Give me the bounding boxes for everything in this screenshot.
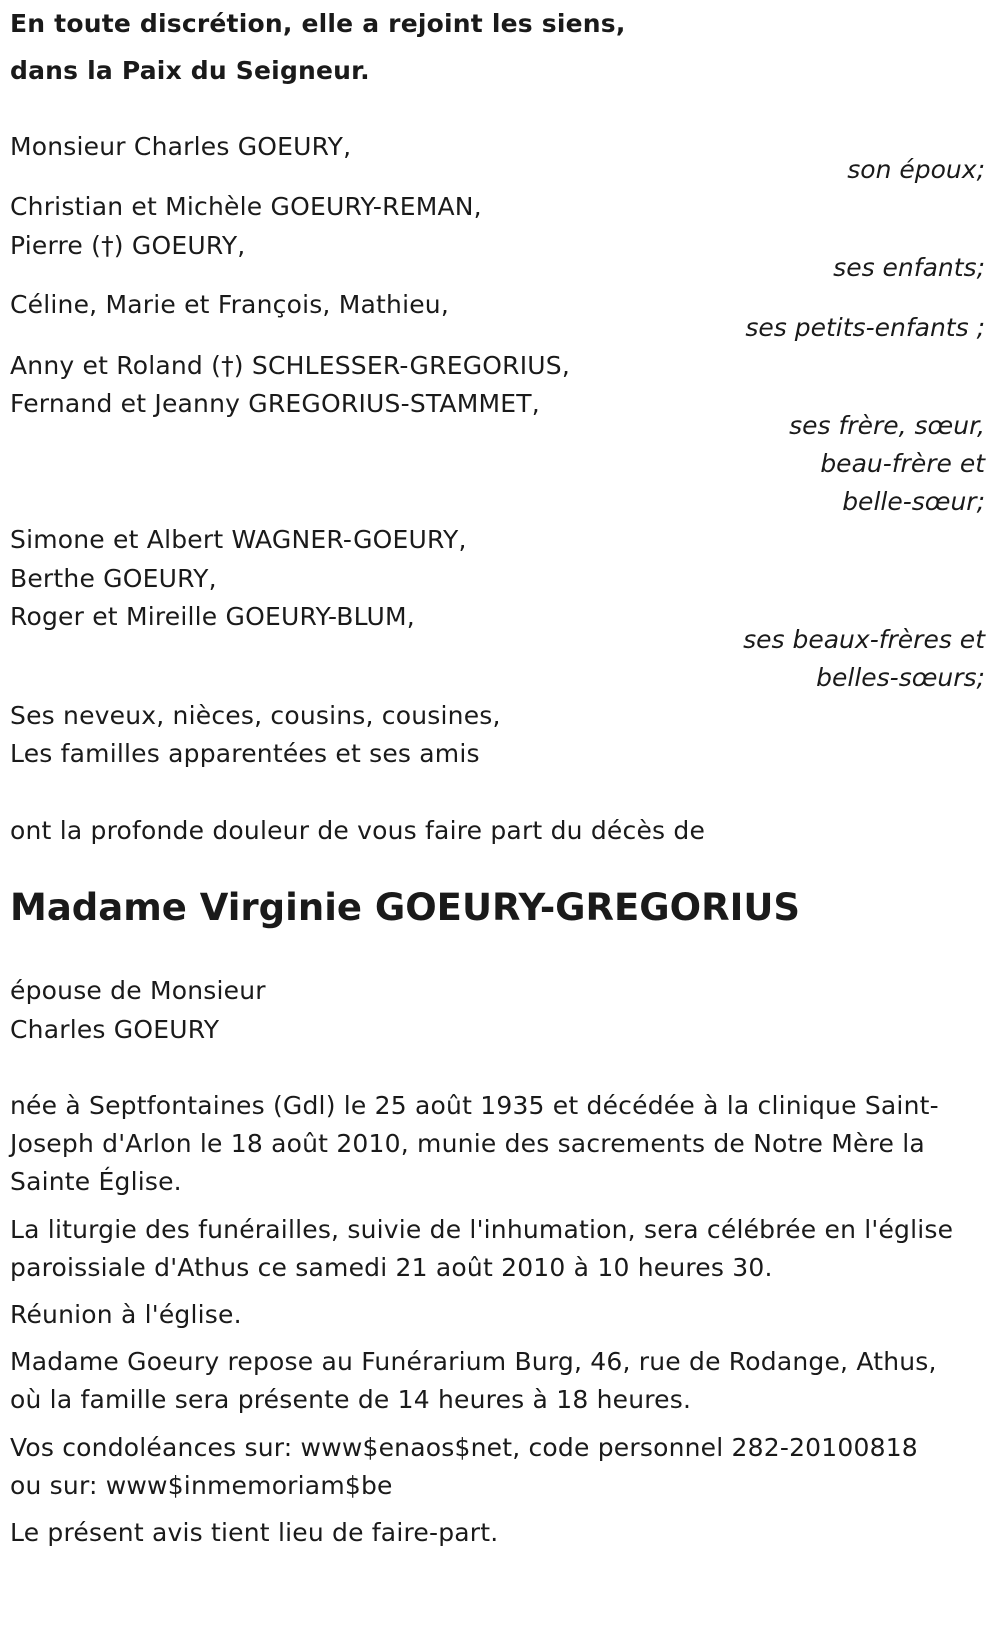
inlaws-role-2: belles-sœurs;: [816, 663, 985, 692]
others-line-1: Ses neveux, nièces, cousins, cousines,: [10, 701, 501, 730]
deceased-name: Madame Virginie GOEURY-GREGORIUS: [10, 886, 801, 929]
birth-death-line-3: Sainte Église.: [10, 1167, 182, 1196]
birth-death-line-1: née à Septfontaines (Gdl) le 25 août 1935 et décédée à la clinique Saint-: [10, 1091, 939, 1120]
grandchildren-role: ses petits-enfants ;: [745, 313, 985, 342]
siblings-name-1: Anny et Roland (†) SCHLESSER-GREGORIUS,: [10, 351, 571, 380]
spouse-of-line-2: Charles GOEURY: [10, 1015, 220, 1044]
siblings-name-2: Fernand et Jeanny GREGORIUS-STAMMET,: [10, 389, 540, 418]
siblings-role-2: beau-frère et: [820, 449, 985, 478]
meeting-text: Réunion à l'église.: [10, 1300, 242, 1329]
intro-line-2: dans la Paix du Seigneur.: [10, 56, 370, 85]
inlaws-name-1: Simone et Albert WAGNER-GOEURY,: [10, 525, 467, 554]
others-line-2: Les familles apparentées et ses amis: [10, 739, 480, 768]
siblings-role-3: belle-sœur;: [842, 487, 985, 516]
birth-death-line-2: Joseph d'Arlon le 18 août 2010, munie des sacrements de Notre Mère la: [10, 1129, 925, 1158]
siblings-role-1: ses frère, sœur,: [789, 411, 985, 440]
children-role: ses enfants;: [833, 253, 985, 282]
spouse-of-line-1: épouse de Monsieur: [10, 976, 266, 1005]
liturgy-line-2: paroissiale d'Athus ce samedi 21 août 2010 à 10 heures 30.: [10, 1253, 773, 1282]
spouse-name: Monsieur Charles GOEURY,: [10, 132, 352, 161]
rest-line-1: Madame Goeury repose au Funérarium Burg, 46, rue de Rodange, Athus,: [10, 1347, 937, 1376]
grandchildren-names: Céline, Marie et François, Mathieu,: [10, 290, 449, 319]
intro-line-1: En toute discrétion, elle a rejoint les siens,: [10, 9, 626, 38]
announcement-text: ont la profonde douleur de vous faire part du décès de: [10, 816, 706, 845]
inlaws-name-2: Berthe GOEURY,: [10, 564, 217, 593]
liturgy-line-1: La liturgie des funérailles, suivie de l'inhumation, sera célébrée en l'église: [10, 1215, 954, 1244]
condolences-line-1: Vos condoléances sur: www$enaos$net, code personnel 282-20100818: [10, 1433, 918, 1462]
rest-line-2: où la famille sera présente de 14 heures à 18 heures.: [10, 1385, 692, 1414]
children-name-1: Christian et Michèle GOEURY-REMAN,: [10, 192, 482, 221]
inlaws-role-1: ses beaux-frères et: [743, 625, 985, 654]
children-name-2: Pierre (†) GOEURY,: [10, 231, 246, 260]
condolences-line-2: ou sur: www$inmemoriam$be: [10, 1471, 393, 1500]
inlaws-name-3: Roger et Mireille GOEURY-BLUM,: [10, 602, 415, 631]
spouse-role: son époux;: [847, 155, 985, 184]
closing-text: Le présent avis tient lieu de faire-part.: [10, 1518, 499, 1547]
